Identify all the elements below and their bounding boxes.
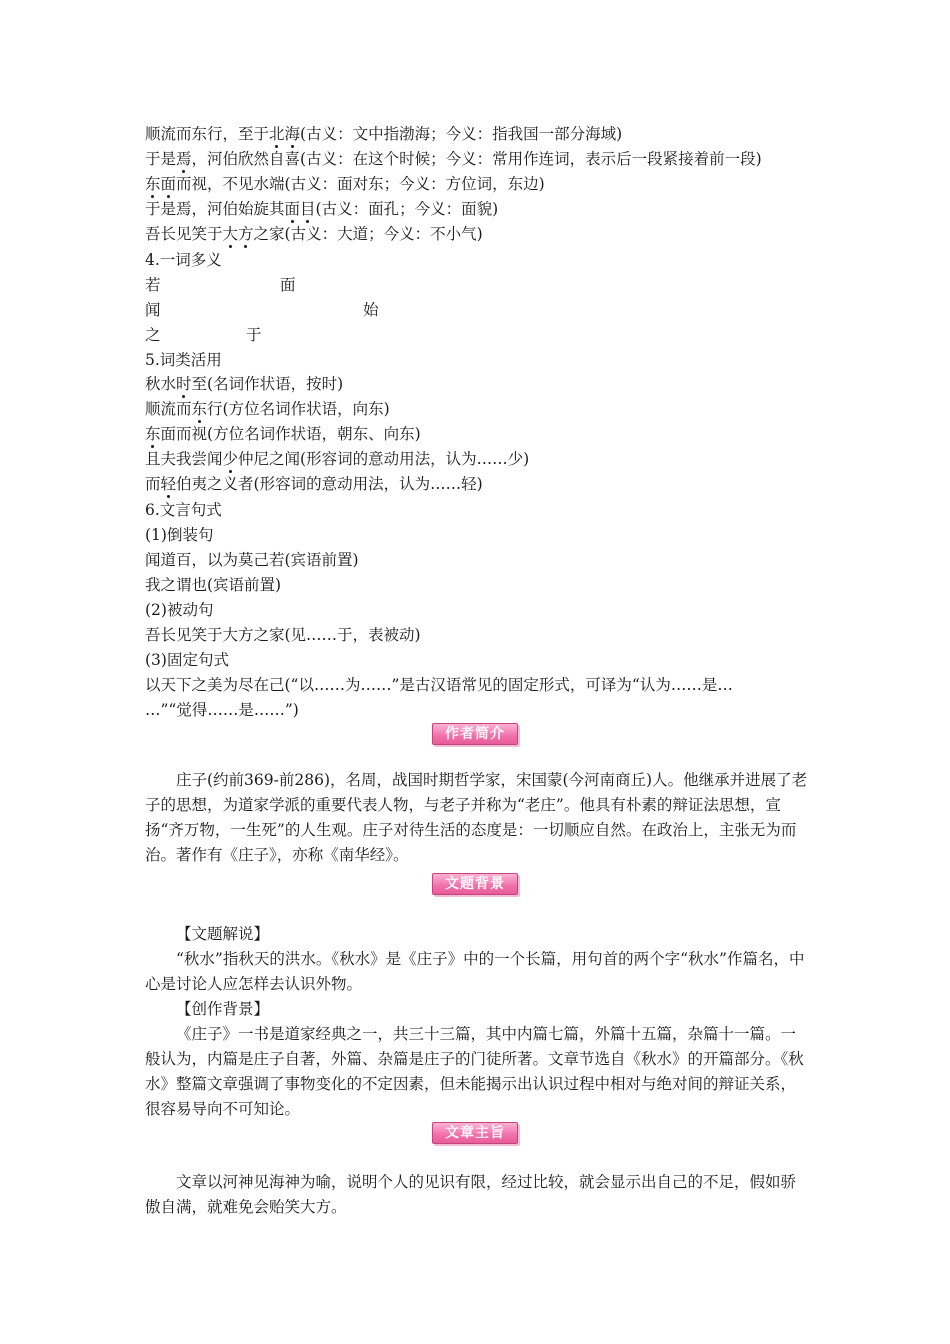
dotted-word <box>161 475 177 493</box>
yici-word: 之 <box>145 326 161 344</box>
gujin-line-4 <box>145 199 498 219</box>
text-run: 于是 <box>145 150 177 168</box>
text-run: 面而视(方位名词作状语，朝东、向东) <box>160 425 421 443</box>
text-run: 且夫我尝闻 <box>145 450 223 468</box>
emphasis-char: 时 <box>176 375 192 393</box>
emphasis-char: 大 <box>222 225 239 243</box>
text-run: 而视，不见水端(古义：面对东；今义：方位词，东边) <box>176 175 545 193</box>
text-run: (古义：面孔；今义：面貌) <box>315 200 499 218</box>
dotted-word <box>145 175 176 193</box>
emphasis-char: 目 <box>300 200 316 218</box>
text-run: 顺流而 <box>145 400 192 418</box>
text-run: (古义：文中指渤海；今义：指我国一部分海域) <box>300 125 623 143</box>
sentence-line: 以天下之美为尽在己(“以……为……”是古汉语常见的固定形式，可译为“认为……是… <box>145 676 733 694</box>
sub-heading: (3)固定句式 <box>145 651 229 669</box>
emphasis-char: 东 <box>145 175 161 193</box>
sentence-line: 闻道百，以为莫己若(宾语前置) <box>145 551 359 569</box>
text-run: ，河伯欣然自喜(古义：在这个时候；今义：常用作连词，表示后一段紧接着前一段) <box>191 150 762 168</box>
yici-word: 于 <box>246 326 262 344</box>
dotted-word <box>192 400 208 418</box>
dotted-word <box>269 125 300 143</box>
dotted-word <box>223 225 254 243</box>
sub-heading: (1)倒装句 <box>145 526 214 544</box>
section-banner-author: 作者简介 <box>432 723 518 745</box>
sub-heading: (2)被动句 <box>145 601 214 619</box>
yici-word: 若 <box>145 276 161 294</box>
emphasis-char: 轻 <box>160 475 177 493</box>
section-banner-theme: 文章主旨 <box>432 1122 518 1144</box>
huoyong-line-2 <box>145 399 390 419</box>
emphasis-char: 面 <box>160 175 177 193</box>
huoyong-line-3 <box>145 424 421 444</box>
section-heading-yici: 4.一词多义 <box>145 251 222 269</box>
yici-word: 闻 <box>145 301 161 319</box>
gujin-line-2 <box>145 149 762 169</box>
emphasis-char: 北 <box>269 125 285 143</box>
text-run: 吾长见笑于 <box>145 225 223 243</box>
text-run: 伯夷之义者(形容词的意动用法，认为……轻) <box>176 475 483 493</box>
yici-word: 面 <box>280 276 296 294</box>
theme-paragraph: 文章以河神见海神为喻，说明个人的见识有限，经过比较，就会显示出自己的不足，假如骄傲自满，就难免会贻笑大方。 <box>145 1173 797 1216</box>
emphasis-char: 少 <box>222 450 239 468</box>
gujin-line-1 <box>145 124 622 144</box>
author-paragraph: 庄子(约前369-前286)，名周，战国时期哲学家，宋国蒙(今河南商丘)人。他继承并进展了老子的思想，为道家学派的重要代表人物，与老子并称为“老庄”。他具有朴素的辩证法思想，宣扬“齐万物，一生死”的人生观。庄子对待生活的态度是：一切顺应自然。在政治上，主张无为而治。著作有《庄子》，亦称《南华经》。 <box>145 771 808 864</box>
text-run: 而 <box>145 475 161 493</box>
emphasis-char: 焉 <box>176 150 192 168</box>
dotted-word <box>285 200 316 218</box>
huoyong-line-4 <box>145 449 529 469</box>
section-heading-huoyong: 5.词类活用 <box>145 351 222 369</box>
emphasis-char: 东 <box>145 425 161 443</box>
text-run: 行(方位名词作状语，向东) <box>207 400 390 418</box>
section-banner-background: 文题背景 <box>432 873 518 895</box>
background-heading-1: 【文题解说】 <box>176 925 270 943</box>
text-run: 至(名词作状语，按时) <box>191 375 344 393</box>
gujin-line-3 <box>145 174 545 194</box>
sentence-line: 我之谓也(宾语前置) <box>145 576 282 594</box>
text-run: 顺流而东行，至于 <box>145 125 270 143</box>
dotted-word <box>145 425 161 443</box>
emphasis-char: 东 <box>191 400 208 418</box>
dotted-word <box>176 375 192 393</box>
emphasis-char: 方 <box>238 225 254 243</box>
gujin-line-5 <box>145 224 483 244</box>
dotted-word <box>223 450 239 468</box>
emphasis-char: 面 <box>284 200 301 218</box>
sentence-line: 吾长见笑于大方之家(见……于，表被动) <box>145 626 421 644</box>
sentence-line: …”“觉得……是……”) <box>145 701 299 719</box>
text-run: 仲尼之闻(形容词的意动用法，认为……少) <box>238 450 530 468</box>
background-paragraph-2: 《庄子》一书是道家经典之一，共三十三篇，其中内篇七篇，外篇十五篇，杂篇十一篇。一般认为，内篇是庄子自著，外篇、杂篇是庄子的门徒所著。文章节选自《秋水》的开篇部分。《秋水》整篇文章强调了事物变化的不定因素，但未能揭示出认识过程中相对与绝对间的辩证关系，很容易导向不可知论。 <box>145 1025 804 1118</box>
section-heading-jushi: 6.文言句式 <box>145 501 222 519</box>
yici-word: 始 <box>363 301 379 319</box>
emphasis-char: 海 <box>284 125 301 143</box>
text-run: 之家(古义：大道；今义：不小气) <box>253 225 483 243</box>
huoyong-line-5 <box>145 474 483 494</box>
text-run: 于是焉，河伯始旋其 <box>145 200 285 218</box>
background-paragraph-1: “秋水”指秋天的洪水。《秋水》是《庄子》中的一个长篇，用句首的两个字“秋水”作篇名，中心是讨论人应怎样去认识外物。 <box>145 950 805 993</box>
text-run: 秋水 <box>145 375 177 393</box>
dotted-word <box>176 150 192 168</box>
background-heading-2: 【创作背景】 <box>176 1000 270 1018</box>
huoyong-line-1 <box>145 374 343 394</box>
